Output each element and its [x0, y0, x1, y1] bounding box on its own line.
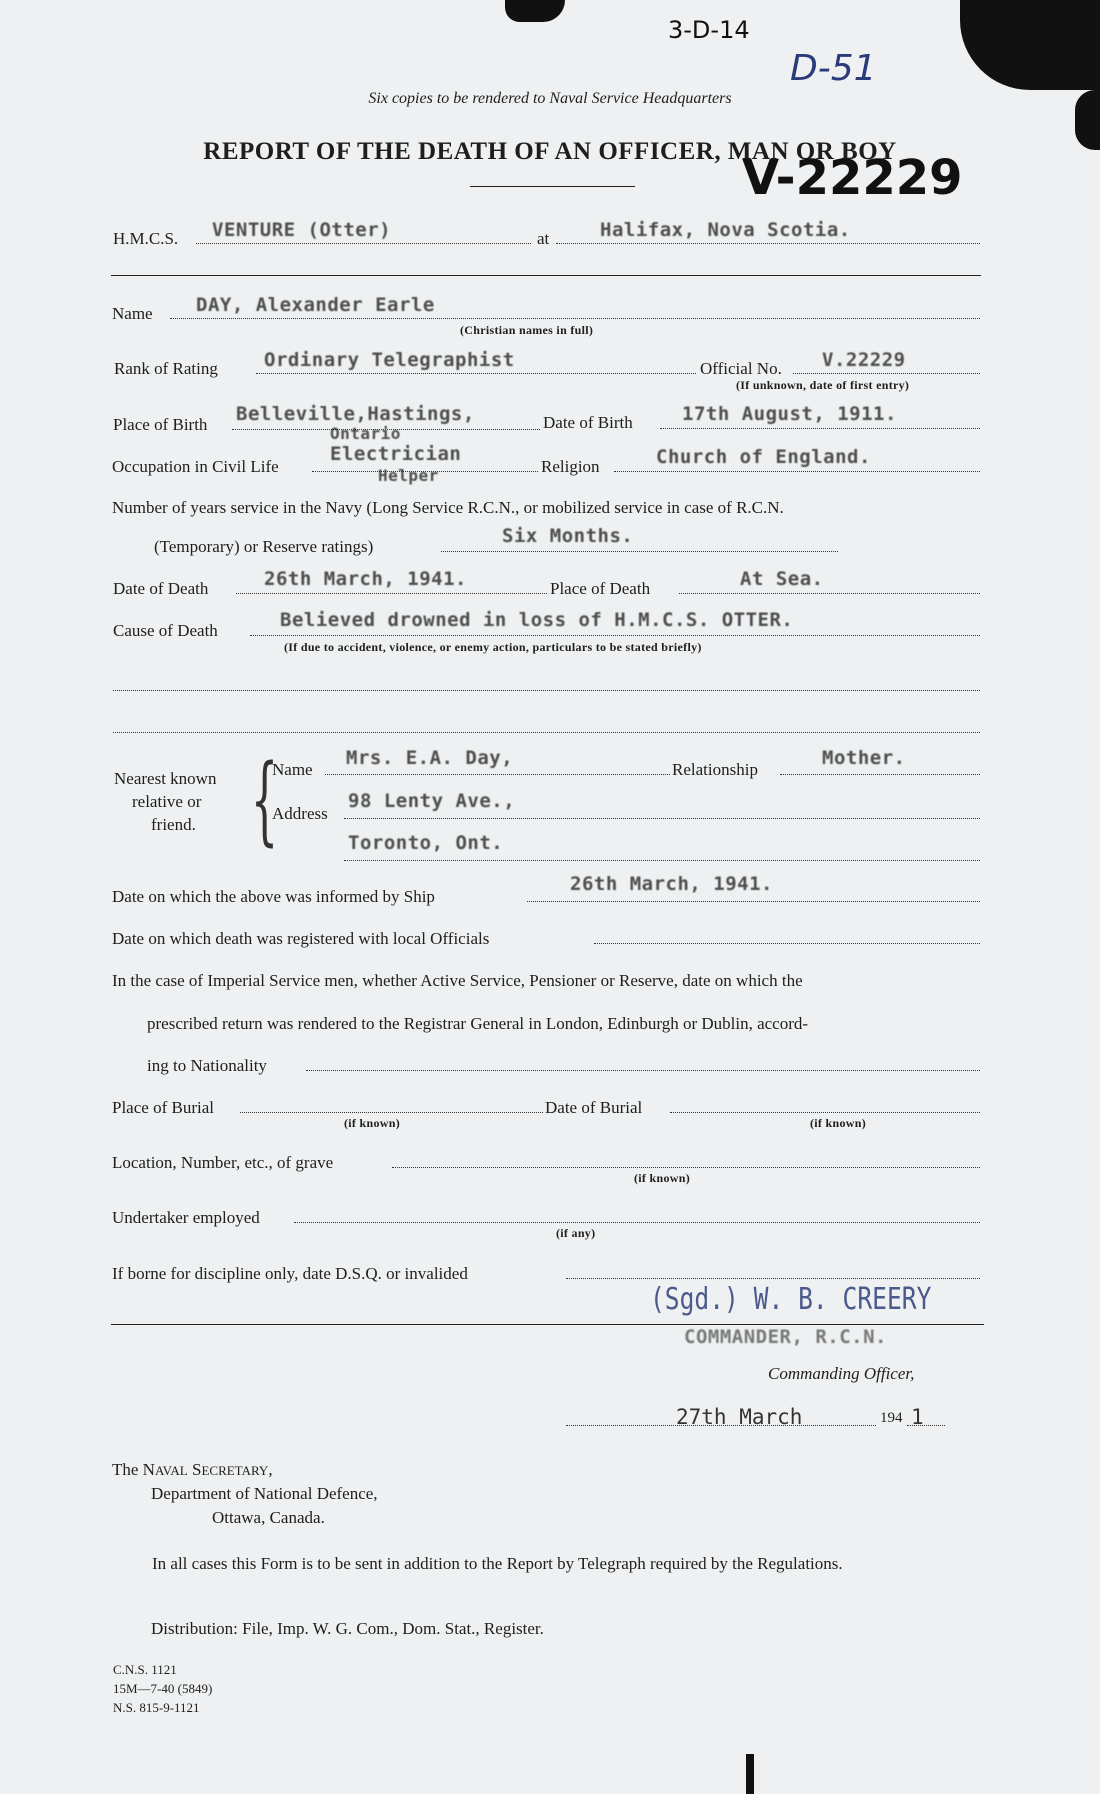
department-line: Department of National Defence, [151, 1484, 378, 1503]
at-field[interactable] [556, 243, 980, 244]
brace-icon: { [250, 744, 279, 856]
torn-edge-top [505, 0, 565, 22]
relative-label-1: Nearest known [114, 769, 217, 788]
address-label: Address [272, 804, 328, 823]
dod-value: 26th March, 1941. [264, 568, 467, 590]
discipline-field[interactable] [566, 1278, 980, 1279]
cause-value: Believed drowned in loss of H.M.C.S. OTTER. [280, 609, 794, 631]
pob-value: Belleville,Hastings, [236, 403, 475, 425]
burial-place-label: Place of Burial [112, 1098, 214, 1117]
dod-label: Date of Death [113, 579, 209, 598]
address-field-1[interactable] [344, 818, 980, 819]
service-field[interactable] [441, 551, 838, 552]
form-code-1: C.N.S. 1121 [113, 1662, 177, 1677]
imperial-text-1: In the case of Imperial Service men, whether Active Service, Pensioner or Reserve, date on which the [112, 971, 803, 990]
grave-note: (if known) [634, 1171, 691, 1185]
service-label-line2: (Temporary) or Reserve ratings) [154, 537, 374, 556]
pob-value-line2: Ontario [330, 424, 401, 443]
torn-edge-bottom [746, 1754, 754, 1794]
name-label: Name [112, 304, 153, 323]
section-divider-top [111, 275, 981, 276]
name-value: DAY, Alexander Earle [196, 294, 435, 316]
naval-secretary-address [112, 1460, 273, 1480]
commanding-officer-label: Commanding Officer, [768, 1364, 915, 1383]
official-field[interactable] [793, 373, 980, 374]
rank-value: Ordinary Telegraphist [264, 349, 515, 371]
pod-label: Place of Death [550, 579, 651, 598]
informed-field[interactable] [527, 901, 980, 902]
burial-place-note: (if known) [344, 1116, 401, 1130]
informed-value: 26th March, 1941. [570, 873, 773, 895]
distribution-line: Distribution: File, Imp. W. G. Com., Dom. Stat., Register. [151, 1619, 544, 1638]
burial-date-label: Date of Burial [545, 1098, 643, 1117]
relationship-field[interactable] [780, 774, 980, 775]
signature-year-suffix: 1 [911, 1405, 924, 1429]
hand-reference: 3-D-14 [668, 16, 750, 44]
addr-caps: AVAL [154, 1463, 188, 1478]
signature-year-prefix: 194 [880, 1410, 903, 1426]
name-note: (Christian names in full) [460, 323, 594, 337]
addr-end: , [268, 1460, 273, 1479]
pod-value: At Sea. [740, 568, 824, 590]
service-label-line1: Number of years service in the Navy (Long Service R.C.N., or mobilized service in case of R.C.N. [112, 498, 784, 517]
cause-note: (If due to accident, violence, or enemy action, particulars to be stated briefly) [284, 640, 702, 654]
signature-date-value: 27th March [676, 1405, 803, 1429]
signature-rank: COMMANDER, R.C.N. [684, 1326, 887, 1348]
form-code-2: 15M—7-40 (5849) [113, 1681, 213, 1696]
dod-field[interactable] [236, 593, 547, 594]
grave-field[interactable] [392, 1167, 980, 1168]
relationship-label: Relationship [672, 760, 758, 779]
official-note: (If unknown, date of first entry) [736, 378, 910, 392]
relative-name-label: Name [272, 760, 313, 779]
cause-field[interactable] [250, 635, 980, 636]
address-value-2: Toronto, Ont. [348, 832, 504, 854]
rank-field[interactable] [256, 373, 696, 374]
relative-label-3: friend. [151, 815, 196, 834]
header-note: Six copies to be rendered to Naval Service Headquarters [368, 90, 732, 107]
relative-name-field[interactable] [325, 774, 670, 775]
informed-label: Date on which the above was informed by Ship [112, 887, 435, 906]
hand-file-number: D-51 [790, 48, 877, 89]
section-divider-bottom [111, 1324, 984, 1325]
name-field[interactable] [170, 318, 980, 319]
page-title: REPORT OF THE DEATH OF AN OFFICER, MAN OR BOY [203, 138, 897, 165]
pod-field[interactable] [679, 593, 980, 594]
rank-label: Rank of Rating [114, 359, 218, 378]
burial-date-field[interactable] [670, 1112, 980, 1113]
hand-official-number: V-22229 [742, 150, 963, 206]
imperial-field[interactable] [306, 1070, 980, 1071]
dob-value: 17th August, 1911. [682, 403, 897, 425]
service-value: Six Months. [502, 525, 634, 547]
at-label: at [537, 229, 550, 248]
burial-place-field[interactable] [240, 1112, 543, 1113]
form-instruction: In all cases this Form is to be sent in addition to the Report by Telegraph required by the Regulations. [152, 1554, 843, 1573]
address-value-1: 98 Lenty Ave., [348, 790, 516, 812]
occupation-value-line2: Helper [378, 466, 439, 485]
religion-field[interactable] [614, 471, 980, 472]
torn-edge-corner [960, 0, 1100, 90]
official-label: Official No. [700, 359, 782, 378]
registered-label: Date on which death was registered with local Officials [112, 929, 490, 948]
undertaker-field[interactable] [294, 1222, 980, 1223]
imperial-text-2: prescribed return was rendered to the Registrar General in London, Edinburgh or Dublin, accord- [147, 1014, 809, 1033]
grave-label: Location, Number, etc., of grave [112, 1153, 334, 1172]
cause-extra-line-1[interactable] [113, 690, 980, 691]
relative-name-value: Mrs. E.A. Day, [346, 747, 514, 769]
relative-label-2: relative or [132, 792, 202, 811]
undertaker-note: (if any) [556, 1226, 596, 1240]
cause-label: Cause of Death [113, 621, 218, 640]
title-underline [470, 186, 635, 187]
pob-label: Place of Birth [113, 415, 208, 434]
occupation-label: Occupation in Civil Life [112, 457, 279, 476]
registered-field[interactable] [594, 943, 980, 944]
undertaker-label: Undertaker employed [112, 1208, 260, 1227]
religion-label: Religion [541, 457, 600, 476]
address-field-2[interactable] [344, 860, 980, 861]
form-code-3: N.S. 815-9-1121 [113, 1700, 200, 1715]
religion-value: Church of England. [656, 446, 871, 468]
discipline-label: If borne for discipline only, date D.S.Q. or invalided [112, 1264, 468, 1283]
occupation-value: Electrician [330, 443, 462, 465]
signature-stamp: (Sgd.) W. B. CREERY [650, 1282, 932, 1317]
hmcs-label: H.M.C.S. [113, 229, 179, 248]
relationship-value: Mother. [822, 747, 906, 769]
dob-field[interactable] [660, 428, 980, 429]
dob-label: Date of Birth [543, 413, 633, 432]
official-value: V.22229 [822, 349, 906, 371]
city-line: Ottawa, Canada. [212, 1508, 325, 1527]
at-value: Halifax, Nova Scotia. [600, 219, 851, 241]
hmcs-field[interactable] [196, 243, 531, 244]
imperial-text-3: ing to Nationality [147, 1056, 267, 1075]
addr-caps2: ECRETARY [201, 1463, 269, 1478]
signature-year-field[interactable] [907, 1425, 945, 1426]
addr-mid: S [187, 1460, 202, 1479]
addr-prefix: The N [112, 1460, 155, 1479]
burial-date-note: (if known) [810, 1116, 867, 1130]
hmcs-value: VENTURE (Otter) [212, 219, 392, 241]
cause-extra-line-2[interactable] [113, 732, 980, 733]
